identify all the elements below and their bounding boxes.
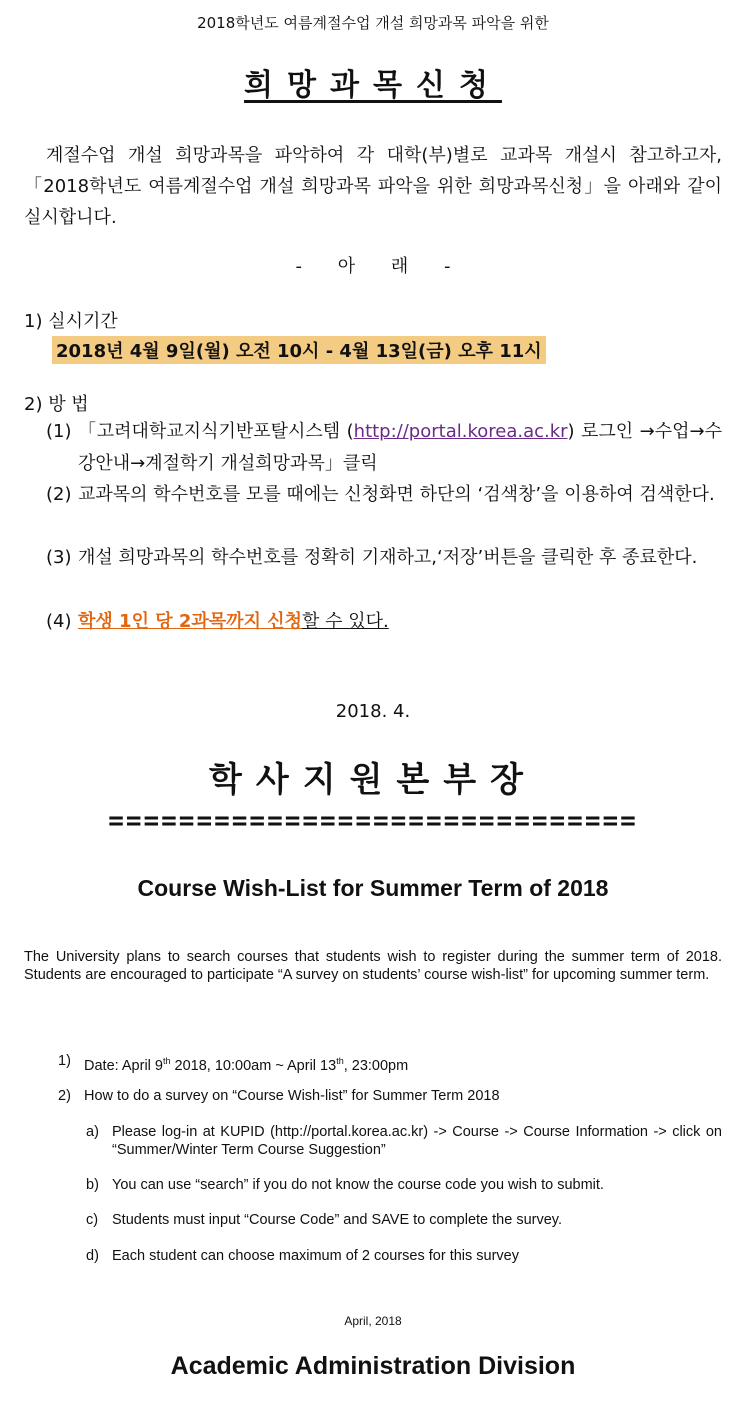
item-text: You can use “search” if you do not know the course code you wish to submit. [112, 1177, 604, 1193]
kr-period-highlight: 2018년 4월 9일(월) 오전 10시 - 4월 13일(금) 오후 11시 [52, 336, 546, 364]
item-text: 「고려대학교지식기반포탈시스템 ( [78, 421, 354, 442]
item-text: Students must input “Course Code” and SAVE to complete the survey. [112, 1212, 562, 1228]
item-text: 개설 희망과목의 학수번호를 정확히 기재하고,‘저장’버튼을 클릭한 후 종료한다. [78, 547, 698, 568]
en-date: April, 2018 [344, 1314, 402, 1328]
limit-highlight: 학생 1인 당 2과목까지 신청 [78, 611, 302, 632]
item-number: (3) [46, 547, 72, 568]
separator-line: ============================== [108, 806, 638, 836]
portal-link[interactable]: http://portal.korea.ac.kr [353, 421, 568, 442]
item-number: b) [86, 1177, 99, 1193]
en-item-1 [58, 1052, 722, 1075]
kr-method-item-2 [46, 479, 722, 511]
item-number: 2) [58, 1088, 71, 1104]
item-number: a) [86, 1124, 99, 1140]
item-number: d) [86, 1248, 99, 1264]
kr-method-item-4 [46, 606, 722, 638]
en-subitem-b [86, 1176, 722, 1194]
item-text: Date: April 9 [84, 1057, 163, 1074]
en-subitem-d [86, 1247, 722, 1265]
kr-method-item-3 [46, 542, 722, 574]
kr-top-line: 2018학년도 여름계절수업 개설 희망과목 파악을 위한 [197, 14, 549, 32]
superscript: th [163, 1056, 171, 1066]
kr-title: 희망과목신청 [244, 68, 502, 103]
item-number: (1) [46, 421, 72, 442]
kr-section1-label: 1) 실시기간 [24, 311, 118, 332]
item-text: 교과목의 학수번호를 모를 때에는 신청화면 하단의 ‘검색창’을 이용하여 검색한다. [78, 484, 715, 505]
en-subitem-c [86, 1211, 722, 1229]
item-text: How to do a survey on “Course Wish-list” for Summer Term 2018 [84, 1088, 500, 1104]
item-number: (4) [46, 611, 72, 632]
kr-section2-label: 2) 방 법 [24, 394, 89, 415]
superscript: th [336, 1056, 344, 1066]
item-number: (2) [46, 484, 72, 505]
kr-method-item-1 [46, 416, 722, 480]
en-subitem-a [86, 1123, 722, 1159]
kr-department: 학사지원본부장 [209, 760, 537, 800]
item-text: Please log-in at KUPID (http://portal.korea.ac.kr) -> Course -> Course Information -> click on “Summer/Winter Term Course Suggestion” [112, 1124, 722, 1158]
item-text: ) 로그인 →수업→수강안내→계절학기 개설희망과목」클릭 [78, 421, 722, 474]
item-number: 1) [58, 1053, 71, 1069]
item-text: 2018, 10:00am ~ April 13 [170, 1057, 337, 1074]
en-intro: The University plans to search courses that students wish to register during the summer term of 2018. Students are encouraged to participate “A survey on students’ course wish-list” for upcoming summer term. [24, 949, 722, 983]
en-title: Course Wish-List for Summer Term of 2018 [137, 875, 609, 901]
kr-intro: 계절수업 개설 희망과목을 파악하여 각 대학(부)별로 교과목 개설시 참고하고자,「2018학년도 여름계절수업 개설 희망과목 파악을 위한 희망과목신청」을 아래와 같이 실시합니다. [24, 145, 722, 228]
kr-ahrae: - 아 래 - [295, 256, 451, 277]
en-department: Academic Administration Division [170, 1352, 576, 1380]
item-text: 할 수 있다. [302, 611, 389, 632]
kr-date: 2018. 4. [335, 701, 411, 722]
item-text: Each student can choose maximum of 2 courses for this survey [112, 1248, 519, 1264]
item-number: c) [86, 1212, 99, 1228]
en-item-2 [58, 1087, 722, 1105]
item-text: , 23:00pm [343, 1057, 409, 1074]
